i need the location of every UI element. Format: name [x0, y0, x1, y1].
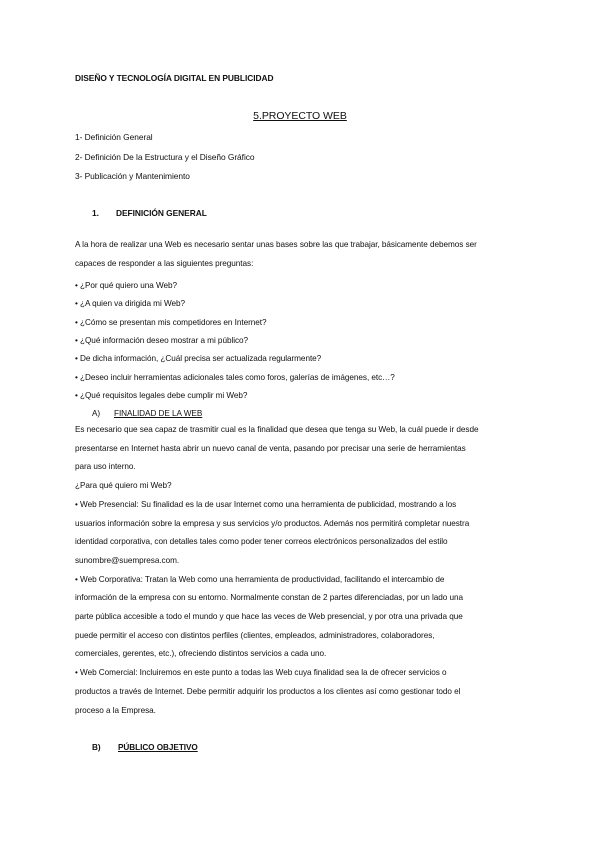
list-item: • ¿Qué información deseo mostrar a mi público?	[75, 336, 249, 345]
paragraph-line: Es necesario que sea capaz de trasmitir cual es la finalidad que desea que tenga su Web, la cuál puede ir desde	[75, 425, 479, 434]
page-title: 5.PROYECTO WEB	[253, 110, 347, 122]
list-item: • ¿Qué requisitos legales debe cumplir mi Web?	[75, 391, 248, 400]
paragraph-line: A la hora de realizar una Web es necesario sentar unas bases sobre las que trabajar, básicamente debemos ser	[75, 240, 477, 249]
toc-item-1: 1- Definición General	[75, 132, 153, 142]
finalidad-paragraph	[75, 421, 531, 720]
paragraph-line: parte pública accesible a todo el mundo y que hace las veces de Web presencial, y por otra una privada que	[75, 612, 463, 622]
toc-item-3: 3- Publicación y Mantenimiento	[75, 171, 190, 181]
paragraph-line: • Web Corporativa: Tratan la Web como una herramienta de productividad, facilitando el intercambio de	[75, 574, 445, 584]
paragraph-line: puede permitir el acceso con distintos perfiles (clientes, empleados, administradores, colaboradores,	[75, 630, 435, 640]
document-header: DISEÑO Y TECNOLOGÍA DIGITAL EN PUBLICIDAD	[75, 73, 274, 83]
intro-paragraph	[75, 236, 531, 274]
paragraph-line: para uso interno.	[75, 462, 136, 472]
paragraph-line: presentarse en Internet hasta abrir un nuevo canal de venta, pasando por precisar una serie de herramientas	[75, 443, 466, 453]
paragraph-line: productos a través de Internet. Debe permitir adquirir los productos a los clientes así como gestionar todo el	[75, 686, 461, 696]
list-item: • ¿Por qué quiero una Web?	[75, 281, 178, 290]
paragraph-line: información de la empresa con su entorno. Normalmente constan de 2 partes diferenciadas, por un lado una	[75, 593, 464, 603]
subsection-title: FINALIDAD DE LA WEB	[114, 409, 203, 418]
paragraph-line: sunombre@suempresa.com.	[75, 555, 180, 565]
paragraph-line: ¿Para qué quiero mi Web?	[75, 481, 172, 491]
subsection-heading-b	[92, 743, 198, 752]
paragraph-line: proceso a la Empresa.	[75, 705, 156, 715]
paragraph-line: usuarios información sobre la empresa y sus servicios y/o productos. Además nos permitirá completar nuestra	[75, 518, 470, 528]
section-title: DEFINICIÓN GENERAL	[116, 208, 207, 218]
toc-item-2: 2- Definición De la Estructura y el Diseño Gráfico	[75, 152, 255, 162]
paragraph-line: comerciales, gerentes, etc.), ofreciendo distintos servicios a cada uno.	[75, 649, 327, 659]
paragraph-line: capaces de responder a las siguientes preguntas:	[75, 258, 254, 268]
paragraph-line: • Web Presencial: Su finalidad es la de usar Internet como una herramienta de publicidad, mostrando a los	[75, 499, 457, 509]
subsection-label: A)	[92, 409, 101, 418]
subsection-heading-a	[92, 409, 202, 418]
list-item: • ¿A quien va dirigida mi Web?	[75, 299, 185, 308]
section-heading-1	[92, 208, 207, 218]
paragraph-line: identidad corporativa, con detalles tales como poder tener correos electrónicos personalizados del estilo	[75, 537, 448, 547]
list-item: • ¿Cómo se presentan mis competidores en Internet?	[75, 318, 267, 327]
list-item: • De dicha información, ¿Cuál precisa ser actualizada regularmente?	[75, 354, 322, 363]
section-number: 1.	[92, 208, 99, 218]
paragraph-line: • Web Comercial: Incluiremos en este punto a todas las Web cuya finalidad sea la de ofrecer servicios o	[75, 668, 447, 678]
subsection-label: B)	[92, 743, 101, 752]
list-item: • ¿Deseo incluir herramientas adicionales tales como foros, galerías de imágenes, etc…?	[75, 373, 395, 382]
subsection-title: PÚBLICO OBJETIVO	[118, 743, 198, 752]
